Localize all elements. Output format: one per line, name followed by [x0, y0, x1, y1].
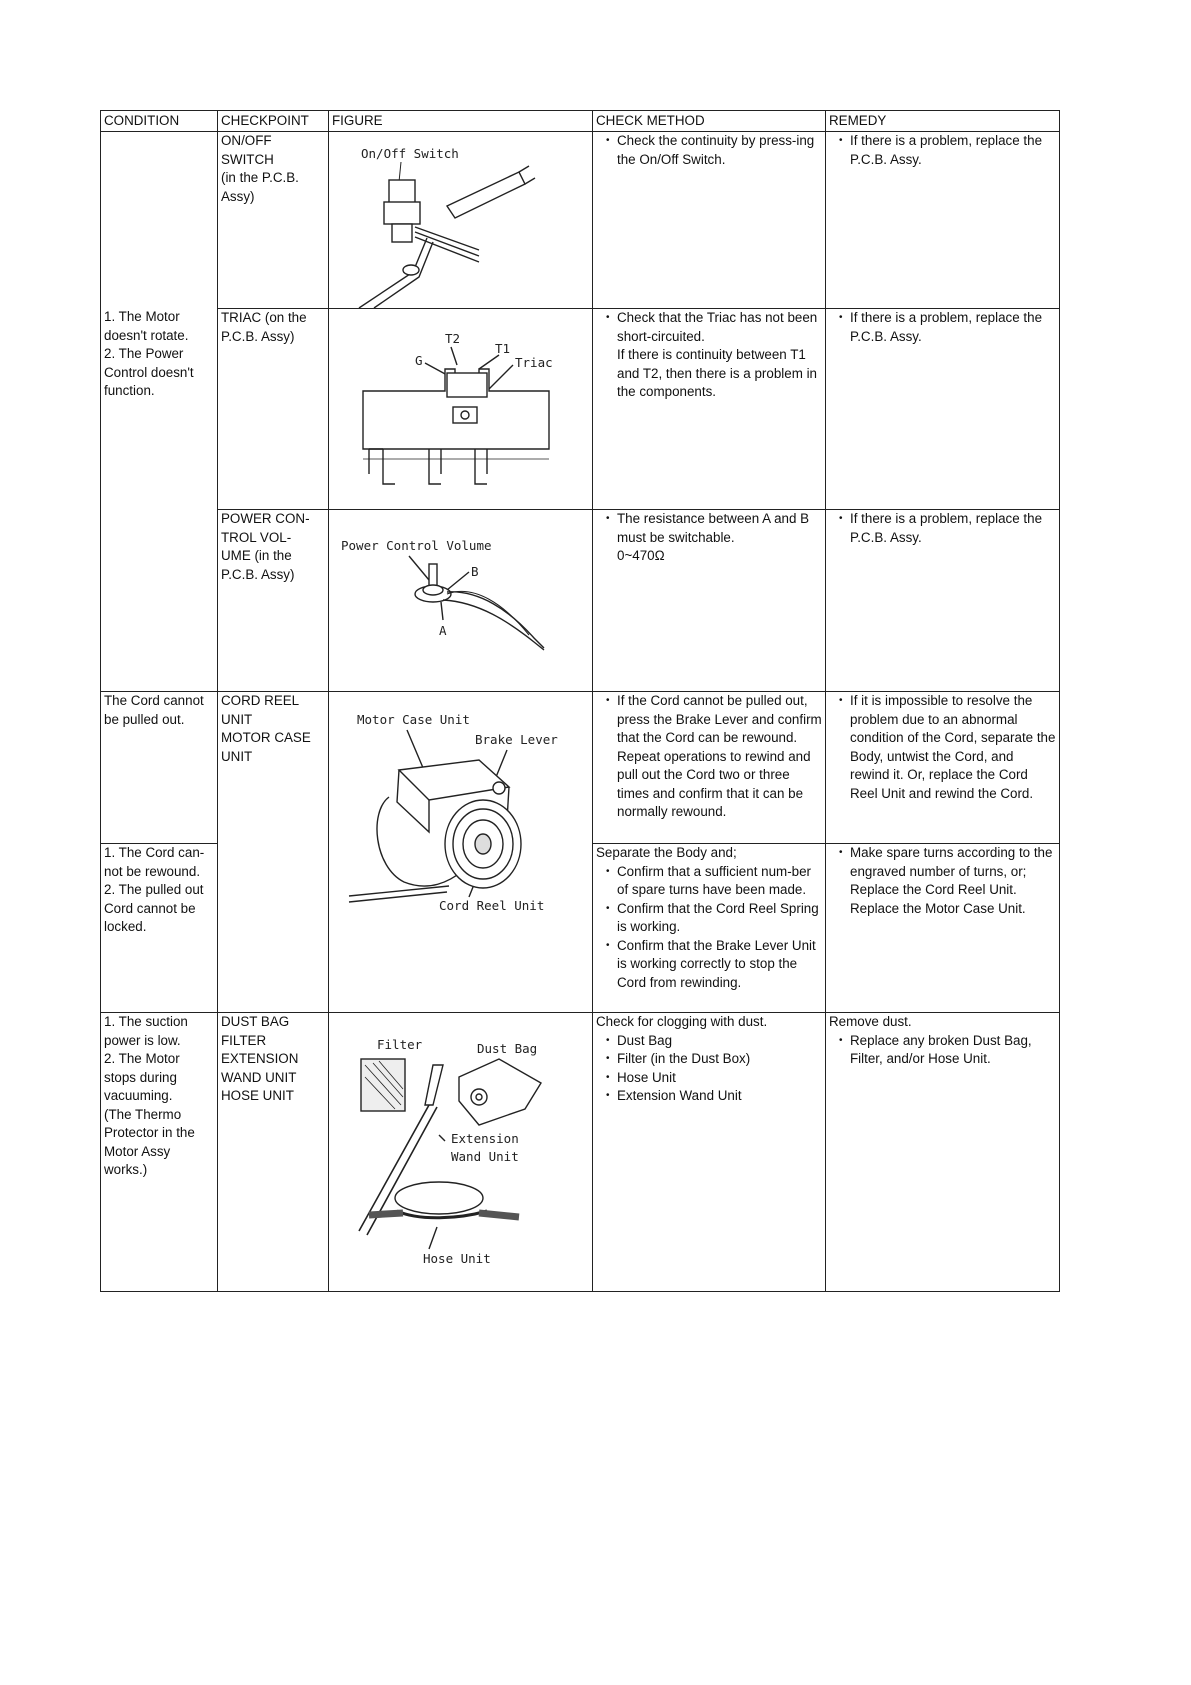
figure-label-filter: Filter	[377, 1037, 423, 1052]
remedy-cord-rewind-cell	[826, 844, 1060, 1013]
remedy-cord-pull-cell	[826, 692, 1060, 844]
checkpoint-cord-reel: CORD REEL UNIT MOTOR CASE UNIT	[218, 692, 329, 1013]
method-cord-pull: • If the Cord cannot be pulled out, press the Brake Lever and confirm that the Cord can be rewound. Repeat operations to rewind and pull out the Cord two or three times and confirm that it can be normally rewound.	[596, 692, 822, 822]
power-control-volume-figure	[329, 510, 593, 691]
method-power-cell	[593, 510, 826, 692]
remedy-dust: • Replace any broken Dust Bag, Filter, and/or Hose Unit.	[829, 1032, 1056, 1069]
header-figure: FIGURE	[329, 111, 593, 132]
figure-label-t2: T2	[445, 331, 461, 346]
header-row	[101, 111, 1060, 132]
table-row	[101, 309, 1060, 510]
method-cord-rewind-intro: Separate the Body and;	[596, 845, 737, 861]
figure-label-wand-unit: Wand Unit	[451, 1149, 519, 1164]
list-item: • Confirm that the Brake Lever Unit is working correctly to stop the Cord from rewinding.	[596, 937, 822, 993]
condition-motor-text: 1. The Motor doesn't rotate. 2. The Power Control doesn't function.	[104, 309, 194, 398]
table-row	[101, 1013, 1060, 1292]
checkpoint-onoff: ON/OFF SWITCH (in the P.C.B. Assy)	[218, 132, 329, 309]
remedy-power: • If there is a problem, replace the P.C.B. Assy.	[829, 510, 1056, 547]
condition-motor-cell	[101, 132, 218, 692]
figure-label-cord-reel: Cord Reel Unit	[439, 898, 545, 913]
remedy-dust-cell	[826, 1013, 1060, 1292]
remedy-onoff-cell	[826, 132, 1060, 309]
condition-cord-pull: The Cord cannot be pulled out.	[101, 692, 218, 844]
header-remedy: REMEDY	[826, 111, 1060, 132]
method-dust-intro: Check for clogging with dust.	[596, 1014, 768, 1029]
figure-label-triac: Triac	[515, 355, 553, 370]
remedy-triac-cell	[826, 309, 1060, 510]
header-check-method: CHECK METHOD	[593, 111, 826, 132]
cord-reel-figure	[329, 692, 593, 1012]
table-row	[101, 692, 1060, 844]
list-item: • Extension Wand Unit	[596, 1087, 822, 1106]
list-item: • Confirm that the Cord Reel Spring is working.	[596, 900, 822, 937]
method-triac-cell	[593, 309, 826, 510]
remedy-cord-rewind: • Make spare turns according to the engraved number of turns, or; Replace the Cord Reel Unit. Replace the Motor Case Unit.	[829, 844, 1056, 918]
figure-label-t1: T1	[495, 341, 511, 356]
method-onoff: • Check the continuity by press-ing the On/Off Switch.	[596, 132, 822, 169]
remedy-onoff: • If there is a problem, replace the P.C.B. Assy.	[829, 132, 1056, 169]
checkpoint-triac: TRIAC (on the P.C.B. Assy)	[218, 309, 329, 510]
figure-cord-reel-cell	[329, 692, 593, 1013]
remedy-dust-intro: Remove dust.	[829, 1014, 912, 1029]
figure-label-extension: Extension	[451, 1131, 519, 1146]
list-item: • Hose Unit	[596, 1069, 822, 1088]
list-item: • Confirm that a sufficient num-ber of spare turns have been made.	[596, 863, 822, 900]
method-power: • The resistance between A and B must be switchable. 0~470Ω	[596, 510, 822, 566]
triac-figure	[329, 309, 593, 509]
figure-label-g: G	[415, 353, 423, 368]
condition-cord-rewind: 1. The Cord can- not be rewound. 2. The pulled out Cord cannot be locked.	[101, 844, 218, 1013]
method-triac: • Check that the Triac has not been short-circuited. If there is continuity between T1 and T2, then there is a problem in the components.	[596, 309, 822, 402]
remedy-triac: • If there is a problem, replace the P.C.B. Assy.	[829, 309, 1056, 346]
checkpoint-power: POWER CON- TROL VOL- UME (in the P.C.B. Assy)	[218, 510, 329, 692]
list-item: • Filter (in the Dust Box)	[596, 1050, 822, 1069]
table-row	[101, 510, 1060, 692]
figure-label-dust-bag: Dust Bag	[477, 1041, 538, 1056]
header-condition: CONDITION	[101, 111, 218, 132]
figure-label-hose: Hose Unit	[423, 1251, 491, 1266]
checkpoint-dust: DUST BAG FILTER EXTENSION WAND UNIT HOSE UNIT	[218, 1013, 329, 1292]
figure-triac-cell	[329, 309, 593, 510]
method-cord-rewind-cell	[593, 844, 826, 1013]
figure-label-power-title: Power Control Volume	[341, 538, 492, 553]
method-cord-pull-cell	[593, 692, 826, 844]
figure-power-cell	[329, 510, 593, 692]
remedy-cord-pull: • If it is impossible to resolve the problem due to an abnormal condition of the Cord, separate the Body, untwist the Cord, and rewind it. Or, replace the Cord Reel Unit and rewind the Cord.	[829, 692, 1056, 803]
remedy-power-cell	[826, 510, 1060, 692]
figure-label-b: B	[471, 564, 479, 579]
table-row	[101, 132, 1060, 309]
troubleshooting-table	[100, 110, 1060, 1292]
condition-dust: 1. The suction power is low. 2. The Motor stops during vacuuming. (The Thermo Protector in the Motor Assy works.)	[101, 1013, 218, 1292]
method-onoff-cell	[593, 132, 826, 309]
figure-label-onoff: On/Off Switch	[361, 146, 459, 161]
figure-onoff-cell	[329, 132, 593, 309]
header-checkpoint: CHECKPOINT	[218, 111, 329, 132]
figure-label-motor-case: Motor Case Unit	[357, 712, 470, 727]
dust-bag-figure	[329, 1013, 593, 1291]
method-dust-cell	[593, 1013, 826, 1292]
figure-label-brake-lever: Brake Lever	[475, 732, 558, 747]
figure-dust-cell	[329, 1013, 593, 1292]
figure-label-a: A	[439, 623, 447, 638]
list-item: • Dust Bag	[596, 1032, 822, 1051]
onoff-switch-figure	[329, 132, 593, 308]
